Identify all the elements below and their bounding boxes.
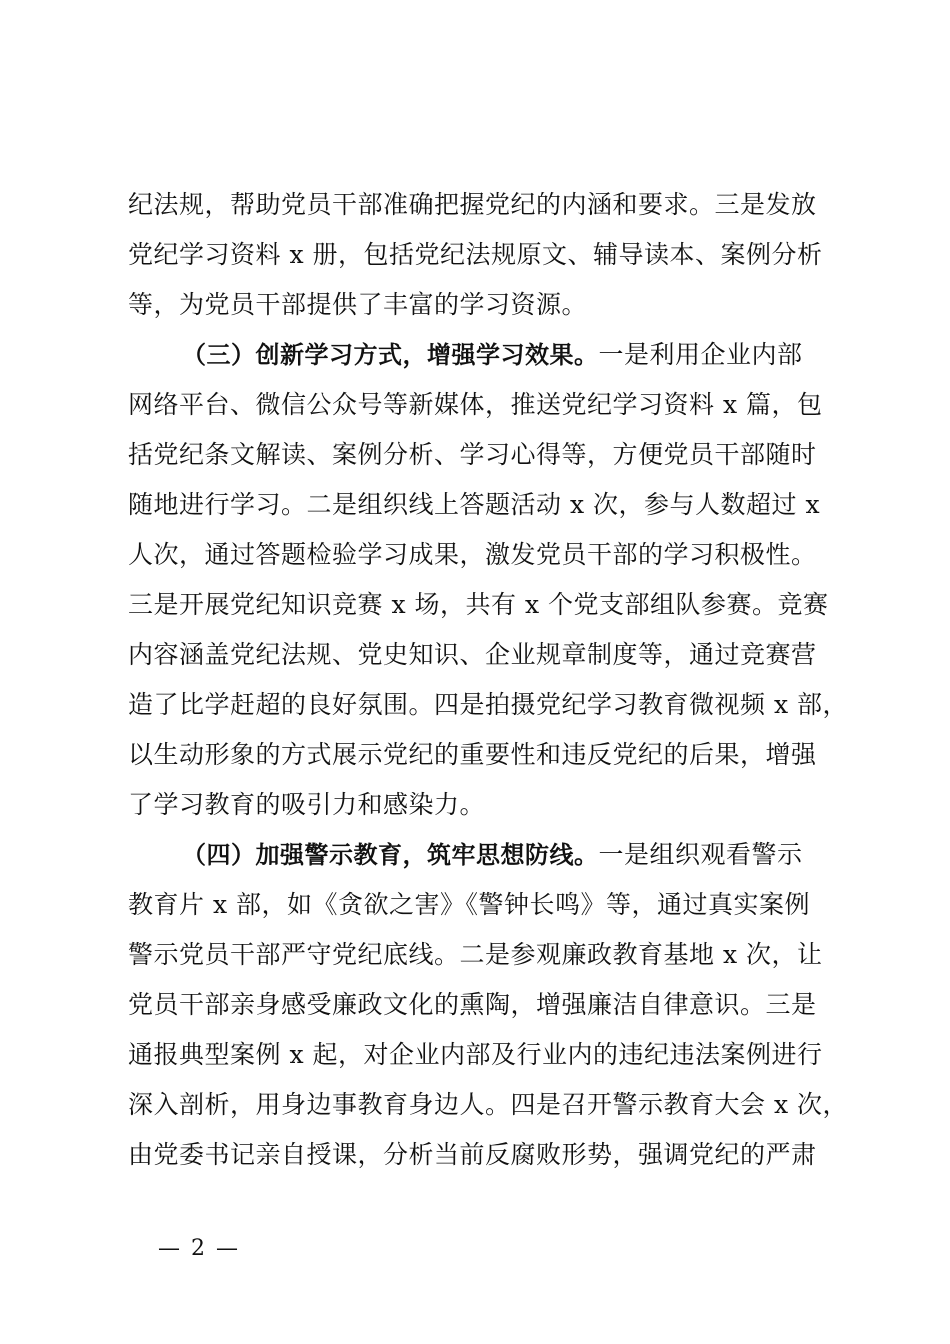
text-line: 党员干部亲身感受廉政文化的熏陶，增强廉洁自律意识。三是 [128,990,817,1019]
section-heading-3: （三）创新学习方式，增强学习效果。 [182,341,599,369]
text-line: 内容涵盖党纪法规、党史知识、企业规章制度等，通过竞赛营 [128,640,817,669]
text-line: 括党纪条文解读、案例分析、学习心得等，方便党员干部随时 [128,440,817,469]
text-line: 造了比学赶超的良好氛围。四是拍摄党纪学习教育微视频 x 部， [128,690,848,719]
text-line: 纪法规，帮助党员干部准确把握党纪的内涵和要求。三是发放 [128,190,817,219]
text-line: 由党委书记亲自授课，分析当前反腐败形势，强调党纪的严肃 [128,1140,817,1169]
paragraph-line [182,830,803,880]
text-line: 了学习教育的吸引力和感染力。 [128,790,486,819]
text-line: 随地进行学习。二是组织线上答题活动 x 次，参与人数超过 x [128,490,821,519]
text-line: 党纪学习资料 x 册，包括党纪法规原文、辅导读本、案例分析 [128,240,823,269]
text-line: 以生动形象的方式展示党纪的重要性和违反党纪的后果，增强 [128,740,817,769]
text-run: 一是组织观看警示 [598,840,803,869]
text-line: 人次，通过答题检验学习成果，激发党员干部的学习积极性。 [128,540,817,569]
text-line: 警示党员干部严守党纪底线。二是参观廉政教育基地 x 次，让 [128,940,823,969]
paragraph-line [182,330,803,380]
section-heading-4: （四）加强警示教育，筑牢思想防线。 [182,841,599,869]
text-line: 教育片 x 部，如《贪欲之害》《警钟长鸣》等，通过真实案例 [128,890,810,919]
text-line: 等，为党员干部提供了丰富的学习资源。 [128,290,588,319]
text-line: 三是开展党纪知识竞赛 x 场，共有 x 个党支部组队参赛。竞赛 [128,590,829,619]
text-line: 深入剖析，用身边事教育身边人。四是召开警示教育大会 x 次， [128,1090,848,1119]
page-number: — 2 — [158,1236,240,1261]
text-run: 一是利用企业内部 [598,340,803,369]
text-line: 网络平台、微信公众号等新媒体，推送党纪学习资料 x 篇，包 [128,390,823,419]
text-line: 通报典型案例 x 起，对企业内部及行业内的违纪违法案例进行 [128,1040,823,1069]
